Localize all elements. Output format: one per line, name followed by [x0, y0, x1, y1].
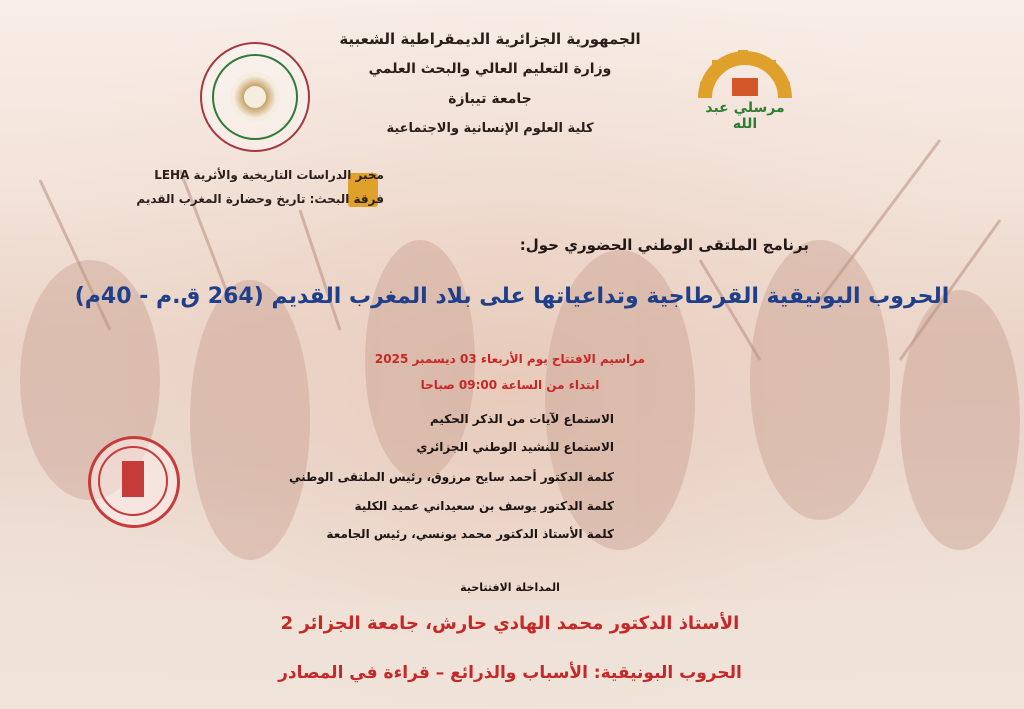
faculty-name: كلية العلوم الإنسانية والاجتماعية [386, 121, 594, 136]
seal-emblem [230, 72, 280, 122]
lab-stamp [88, 436, 180, 528]
ministry-name: وزارة التعليم العالي والبحث العلمي [368, 61, 612, 77]
conference-title: الحروب البونيقية القرطاجية وتداعياتها على بلاد المغرب القديم (264 ق.م - 40م) [74, 284, 950, 309]
opening-time: ابتداء من الساعة 09:00 صباحا [420, 378, 600, 392]
program-item: الاستماع للنشيد الوطني الجزائري [416, 440, 614, 454]
opening-intervention-label: المداخلة الافتتاحية [460, 581, 560, 594]
university-seal-logo [200, 42, 310, 152]
program-item: كلمة الدكتور أحمد سايح مرزوق، رئيس الملتقى الوطني [288, 470, 614, 484]
opening-ceremony-date: مراسيم الافتتاح يوم الأربعاء 03 ديسمبر 2025 [374, 352, 646, 366]
keynote-talk-title: الحروب البونيقية: الأسباب والذرائع – قراءة في المصادر [278, 663, 742, 683]
program-item: كلمة الأستاذ الدكتور محمد يونسي، رئيس الجامعة [326, 527, 614, 541]
program-item: كلمة الدكتور يوسف بن سعيداني عميد الكلية [354, 499, 614, 513]
republic-name: الجمهورية الجزائرية الديمقراطية الشعبية [339, 30, 641, 48]
research-team: فرقة البحث: تاريخ وحضارة المغرب القديم [136, 192, 384, 206]
stamp-column-icon [122, 461, 144, 497]
lab-name: مخبر الدراسات التاريخية والأثرية LEHA [154, 168, 384, 182]
center-logo-text: مرسلي عبد الله [705, 100, 785, 132]
program-heading: برنامج الملتقى الوطني الحضوري حول: [519, 236, 809, 254]
program-item: الاستماع لآيات من الذكر الحكيم [430, 412, 614, 426]
keynote-speaker: الأستاذ الدكتور محمد الهادي حارش، جامعة الجزائر 2 [280, 613, 740, 634]
university-name: جامعة تيبازة [448, 91, 532, 107]
